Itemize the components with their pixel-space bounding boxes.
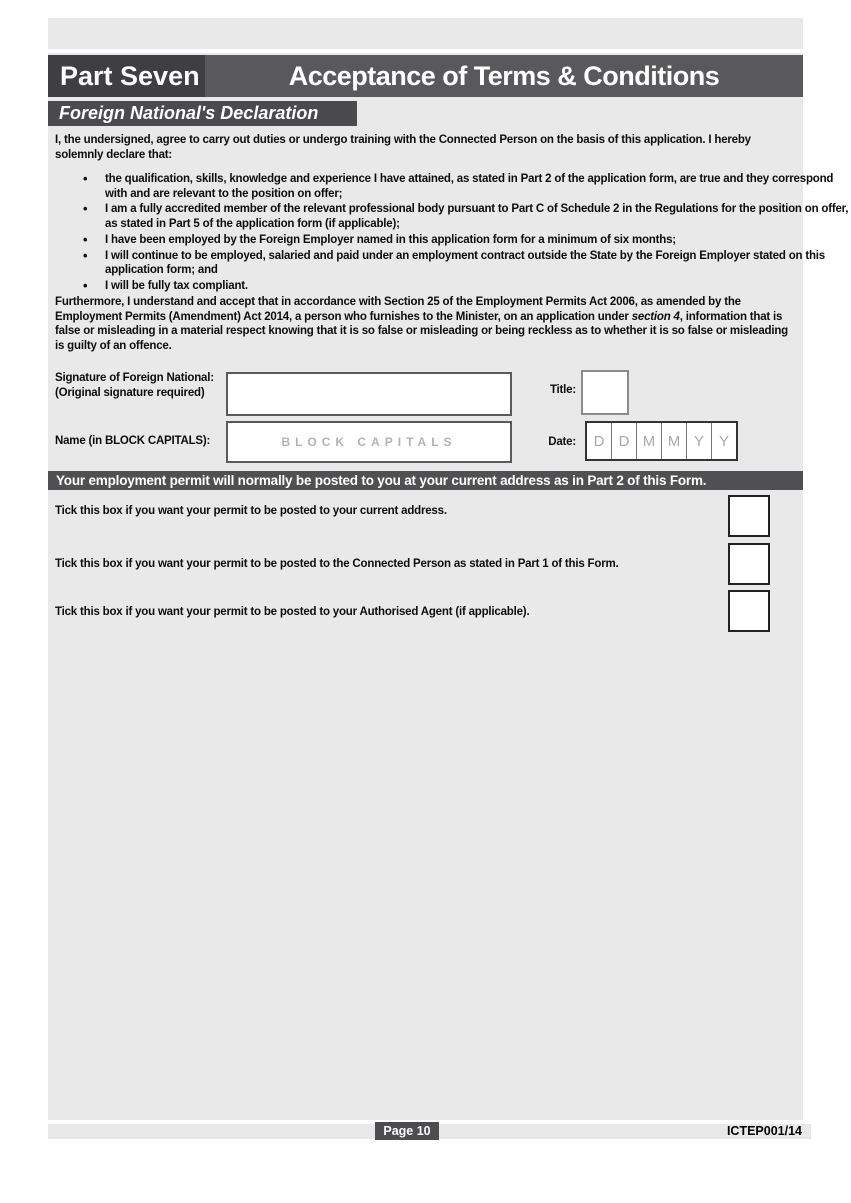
title-label: Title:	[549, 384, 576, 396]
page-title: Acceptance of Terms & Conditions	[288, 60, 720, 91]
posting-option-authorised-agent-checkbox[interactable]	[728, 590, 770, 632]
date-day-cell[interactable]: D	[612, 423, 637, 459]
page-number-badge: Page 10	[375, 1122, 439, 1140]
posting-option-authorised-agent-label: Tick this box if you want your permit to be posted to your Authorised Agent (if applicable).	[55, 606, 530, 618]
form-code: ICTEP001/14	[726, 1124, 802, 1138]
name-placeholder: BLOCK CAPITALS	[281, 435, 457, 449]
name-label: Name (in BLOCK CAPITALS):	[55, 435, 211, 447]
posting-option-connected-person-label: Tick this box if you want your permit to be posted to the Connected Person as stated in Part 1 of this Form.	[55, 558, 619, 570]
form-panel	[48, 53, 849, 1120]
date-year-cell[interactable]: Y	[712, 423, 736, 459]
signature-label-note: (Original signature required)	[55, 386, 205, 399]
posting-option-current-address-checkbox[interactable]	[728, 495, 770, 537]
signature-field[interactable]	[226, 372, 512, 416]
signature-label-text: Signature of Foreign National:	[55, 372, 214, 384]
bullet-item: • I will continue to be employed, salaried and paid under an employment contract outside the State by the Foreign Employer stated on this application form; and	[105, 249, 851, 278]
name-field[interactable]	[226, 421, 512, 463]
signature-label	[55, 371, 223, 400]
date-year-cell[interactable]: Y	[687, 423, 712, 459]
posting-section-header: Your employment permit will normally be posted to you at your current address as in Part 2 of this Form.	[48, 471, 803, 490]
posting-option-connected-person-checkbox[interactable]	[728, 543, 770, 585]
page-top-strip	[48, 18, 803, 49]
section-title: Foreign National's Declaration	[48, 101, 357, 126]
date-field	[585, 421, 738, 461]
date-label: Date:	[548, 436, 576, 448]
title-field[interactable]	[581, 370, 629, 415]
part-label: Part Seven	[48, 55, 205, 97]
date-month-cell[interactable]: M	[662, 423, 687, 459]
offence-text-before: Furthermore, I understand and accept that in accordance with Section 25 of the Employment Permits Act 2006, as amended by the Employment Permits (Amendment) Act 2014, a person who furnishes to the Minister, on an application under	[55, 296, 741, 323]
date-day-cell[interactable]: D	[587, 423, 612, 459]
offence-text-italic: section 4	[631, 310, 680, 323]
bullet-item: • I am a fully accredited member of the relevant professional body pursuant to Part C of Schedule 2 in the Regulations for the position on offer, as stated in Part 5 of the application form (if applicable);	[105, 202, 851, 231]
offence-text-after: , information that is false or misleading in a material respect knowing that it is so false or misleading or being reckless as to whether it is so false or misleading is guilty of an offence.	[55, 310, 788, 353]
declaration-offence-paragraph	[55, 295, 799, 354]
bullet-item: • I will be fully tax compliant.	[105, 279, 851, 294]
date-month-cell[interactable]: M	[637, 423, 662, 459]
bullet-item: • the qualification, skills, knowledge and experience I have attained, as stated in Part 2 of the application form, are true and they correspond with and are relevant to the position on offer;	[105, 172, 851, 201]
bullet-item: • I have been employed by the Foreign Employer named in this application form for a minimum of six months;	[105, 233, 851, 248]
declaration-bullet-list	[48, 172, 851, 295]
declaration-intro: I, the undersigned, agree to carry out duties or undergo training with the Connected Person on the basis of this application. I hereby solemnly declare that:	[55, 134, 751, 161]
part-header-bar	[48, 55, 803, 97]
posting-option-current-address-label: Tick this box if you want your permit to be posted to your current address.	[55, 505, 447, 517]
